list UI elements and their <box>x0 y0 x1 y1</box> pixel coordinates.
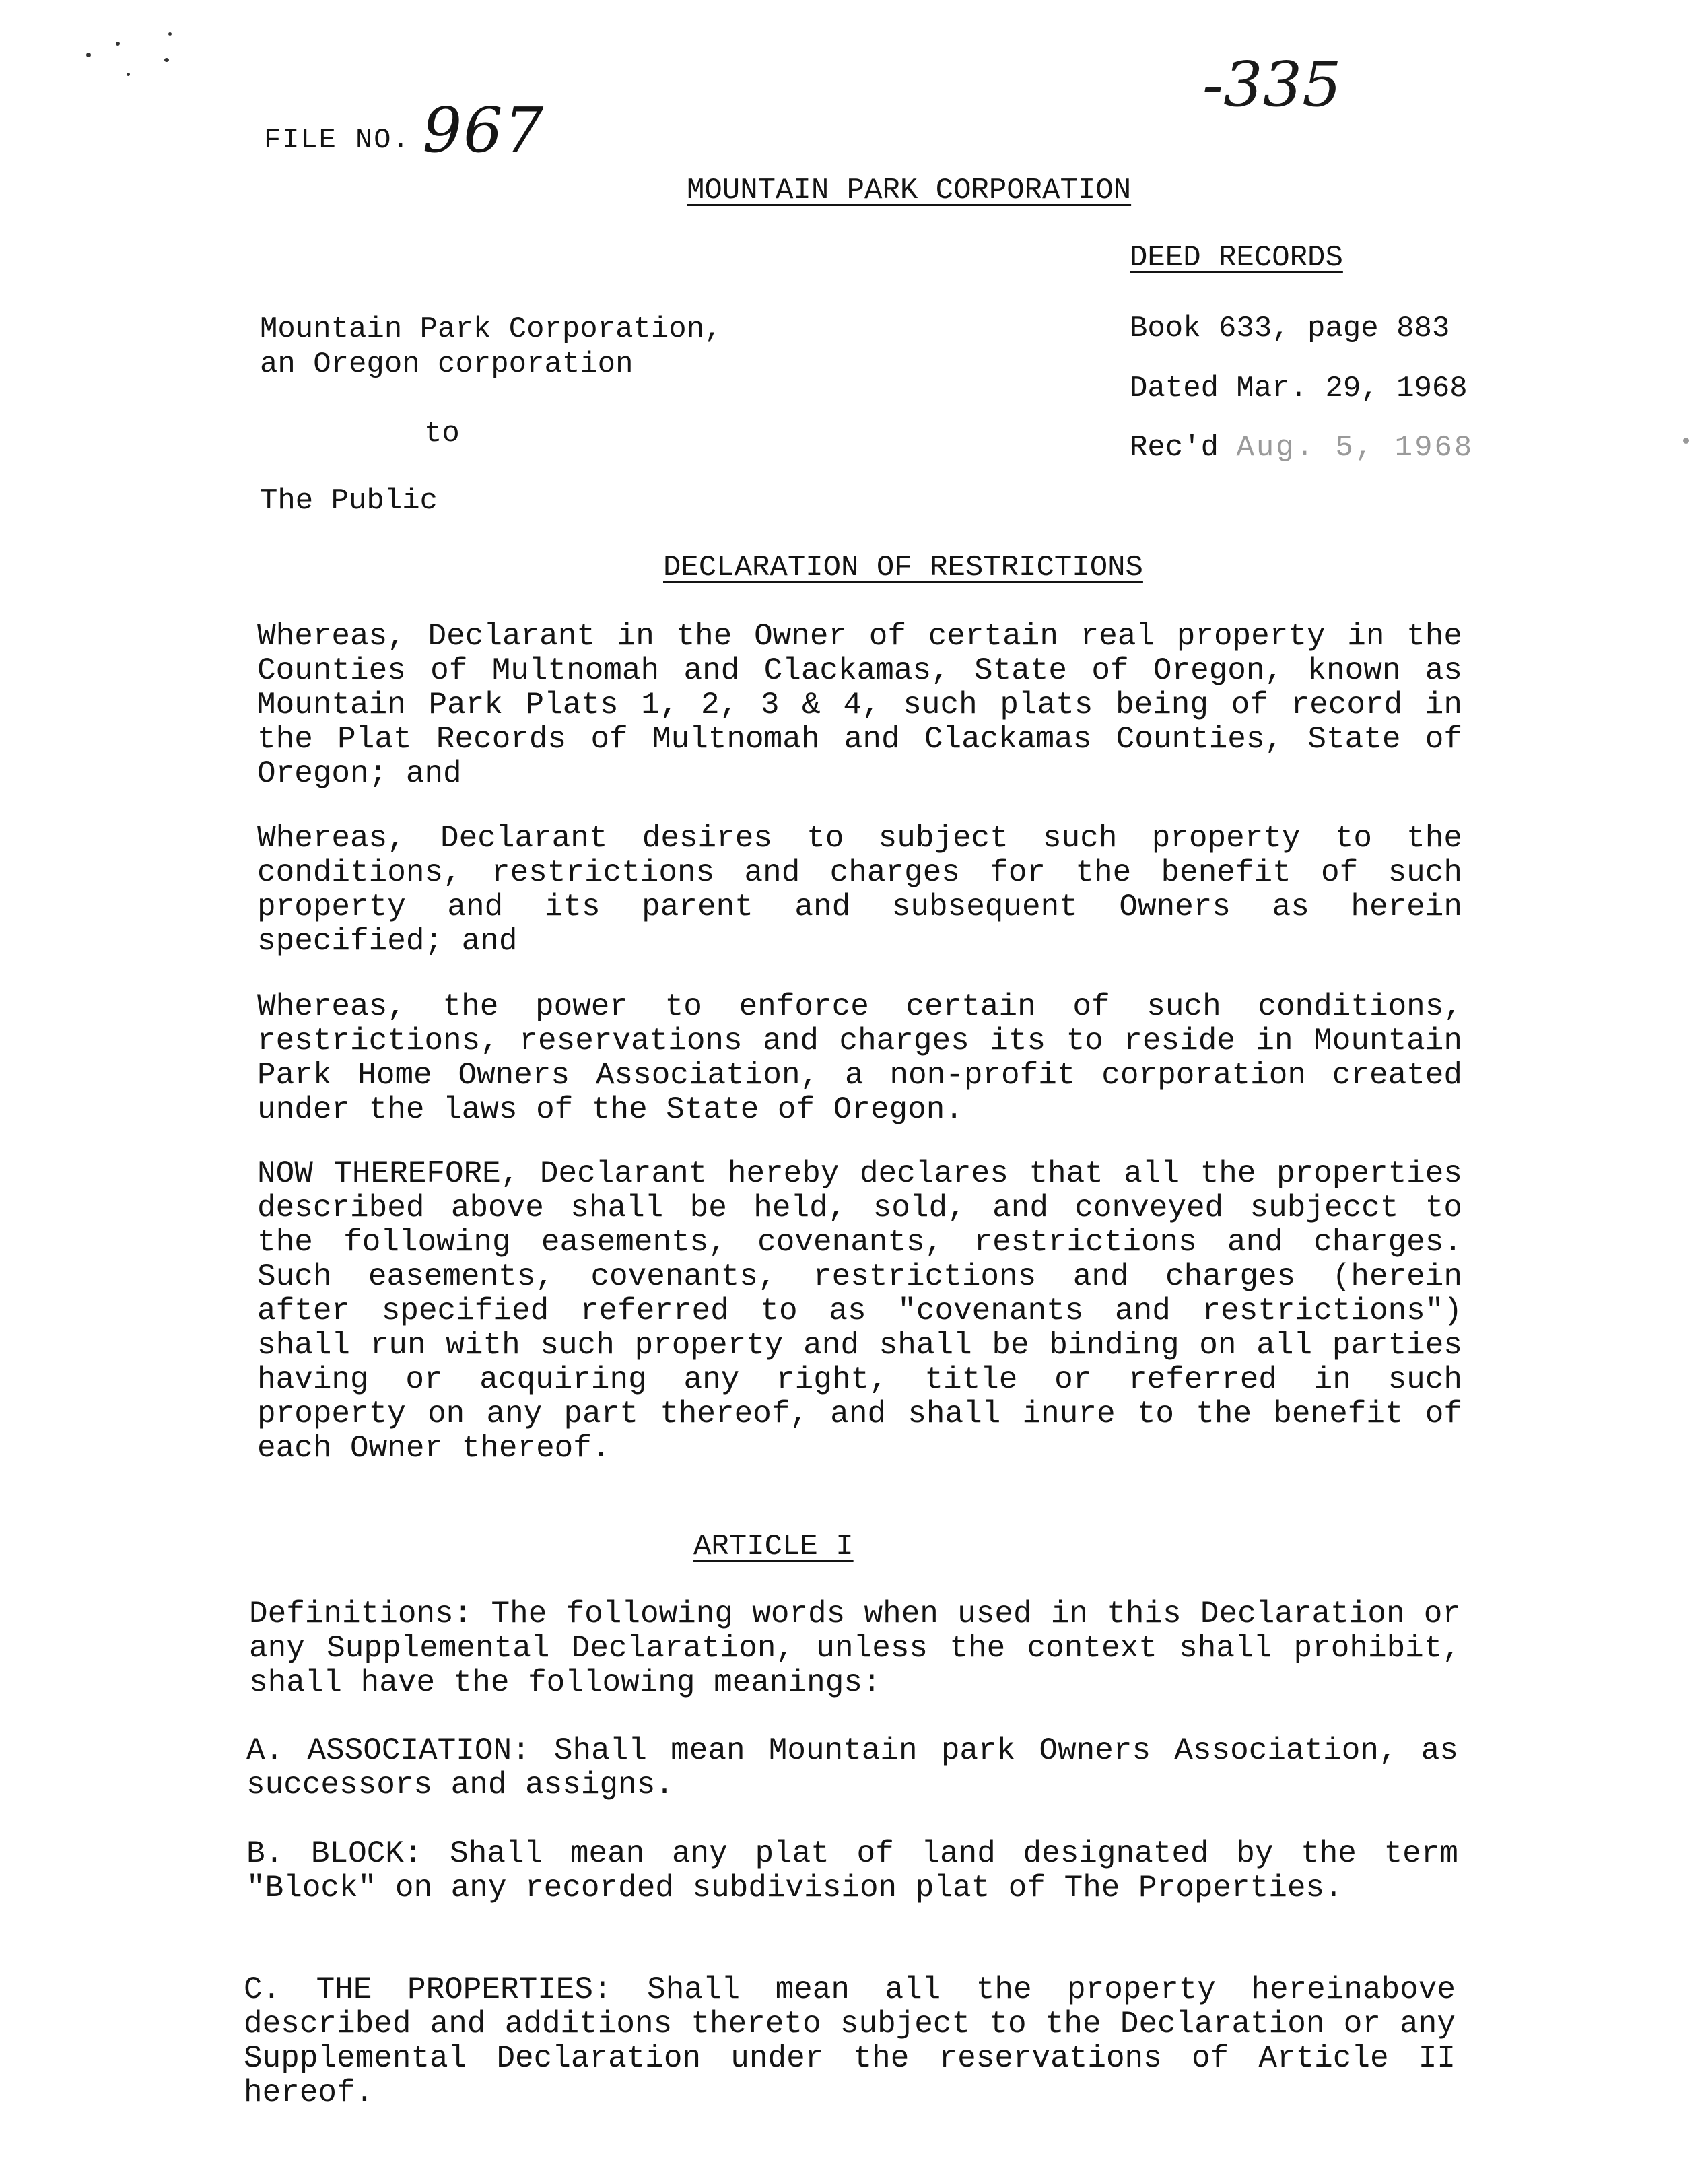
grantor-line-2: an Oregon corporation <box>260 347 634 381</box>
file-label: FILE NO. <box>264 124 411 156</box>
article-heading: ARTICLE I <box>693 1530 854 1564</box>
recorded-label: Rec'd <box>1130 431 1219 465</box>
page-number-handwritten: -335 <box>1202 48 1342 121</box>
grantee: The Public <box>260 484 438 518</box>
connector-to: to <box>424 417 460 450</box>
recorded-date-faded: Aug. 5, 1968 <box>1236 431 1474 465</box>
paragraph-whereas-3: Whereas, the power to enforce certain of such conditions, restrictions, reservations and charges its to reside in Mountain Park Home Owners Association, a non-profit corporation created under the laws of the State of Oregon. <box>257 989 1462 1127</box>
declaration-title: DECLARATION OF RESTRICTIONS <box>663 551 1143 584</box>
definition-association: A. ASSOCIATION: Shall mean Mountain park Owners Association, as successors and assigns. <box>246 1733 1458 1803</box>
corporation-title: MOUNTAIN PARK CORPORATION <box>687 174 1132 207</box>
scan-speck <box>168 32 172 36</box>
scan-speck <box>1683 438 1689 444</box>
grantor-line-1: Mountain Park Corporation, <box>260 312 722 346</box>
scan-speck <box>127 73 130 76</box>
dated: Dated Mar. 29, 1968 <box>1130 372 1468 405</box>
definition-properties: C. THE PROPERTIES: Shall mean all the property hereinabove described and additions thereto subject to the Declaration or any Supplemental Declaration under the reservations of Article II hereof. <box>244 1972 1456 2110</box>
book-page: Book 633, page 883 <box>1130 312 1450 345</box>
scan-speck <box>116 42 120 46</box>
scan-speck <box>86 53 91 57</box>
scan-speck <box>164 58 169 62</box>
definitions-intro: Definitions: The following words when used in this Declaration or any Supplemental Declaration, unless the context shall prohibit, shall have the following meanings: <box>249 1597 1461 1700</box>
recorded-date <box>1130 431 1474 465</box>
file-number-line <box>264 94 545 166</box>
paragraph-now-therefore: NOW THEREFORE, Declarant hereby declares that all the properties described above shall be held, sold, and conveyed subjecct to the following easements, covenants, restrictions and charges. Such easements, covenants, restrictions and charges (herein after specified referred to as "covenants and restrictions") shall run with such property and shall be binding on all parties having or acquiring any right, title or referred in such property on any part thereof, and shall inure to the benefit of each Owner thereof. <box>257 1156 1462 1466</box>
definition-block: B. BLOCK: Shall mean any plat of land designated by the term "Block" on any recorded subdivision plat of The Properties. <box>246 1836 1458 1906</box>
paragraph-whereas-1: Whereas, Declarant in the Owner of certain real property in the Counties of Multnomah and Clackamas, State of Oregon, known as Mountain Park Plats 1, 2, 3 & 4, such plats being of record in the Plat Records of Multnomah and Clackamas Counties, State of Oregon; and <box>257 619 1462 791</box>
deed-records-heading: DEED RECORDS <box>1130 241 1343 275</box>
file-number-handwritten: 967 <box>422 94 545 166</box>
paragraph-whereas-2: Whereas, Declarant desires to subject such property to the conditions, restrictions and charges for the benefit of such property and its parent and subsequent Owners as herein specified; and <box>257 821 1462 959</box>
